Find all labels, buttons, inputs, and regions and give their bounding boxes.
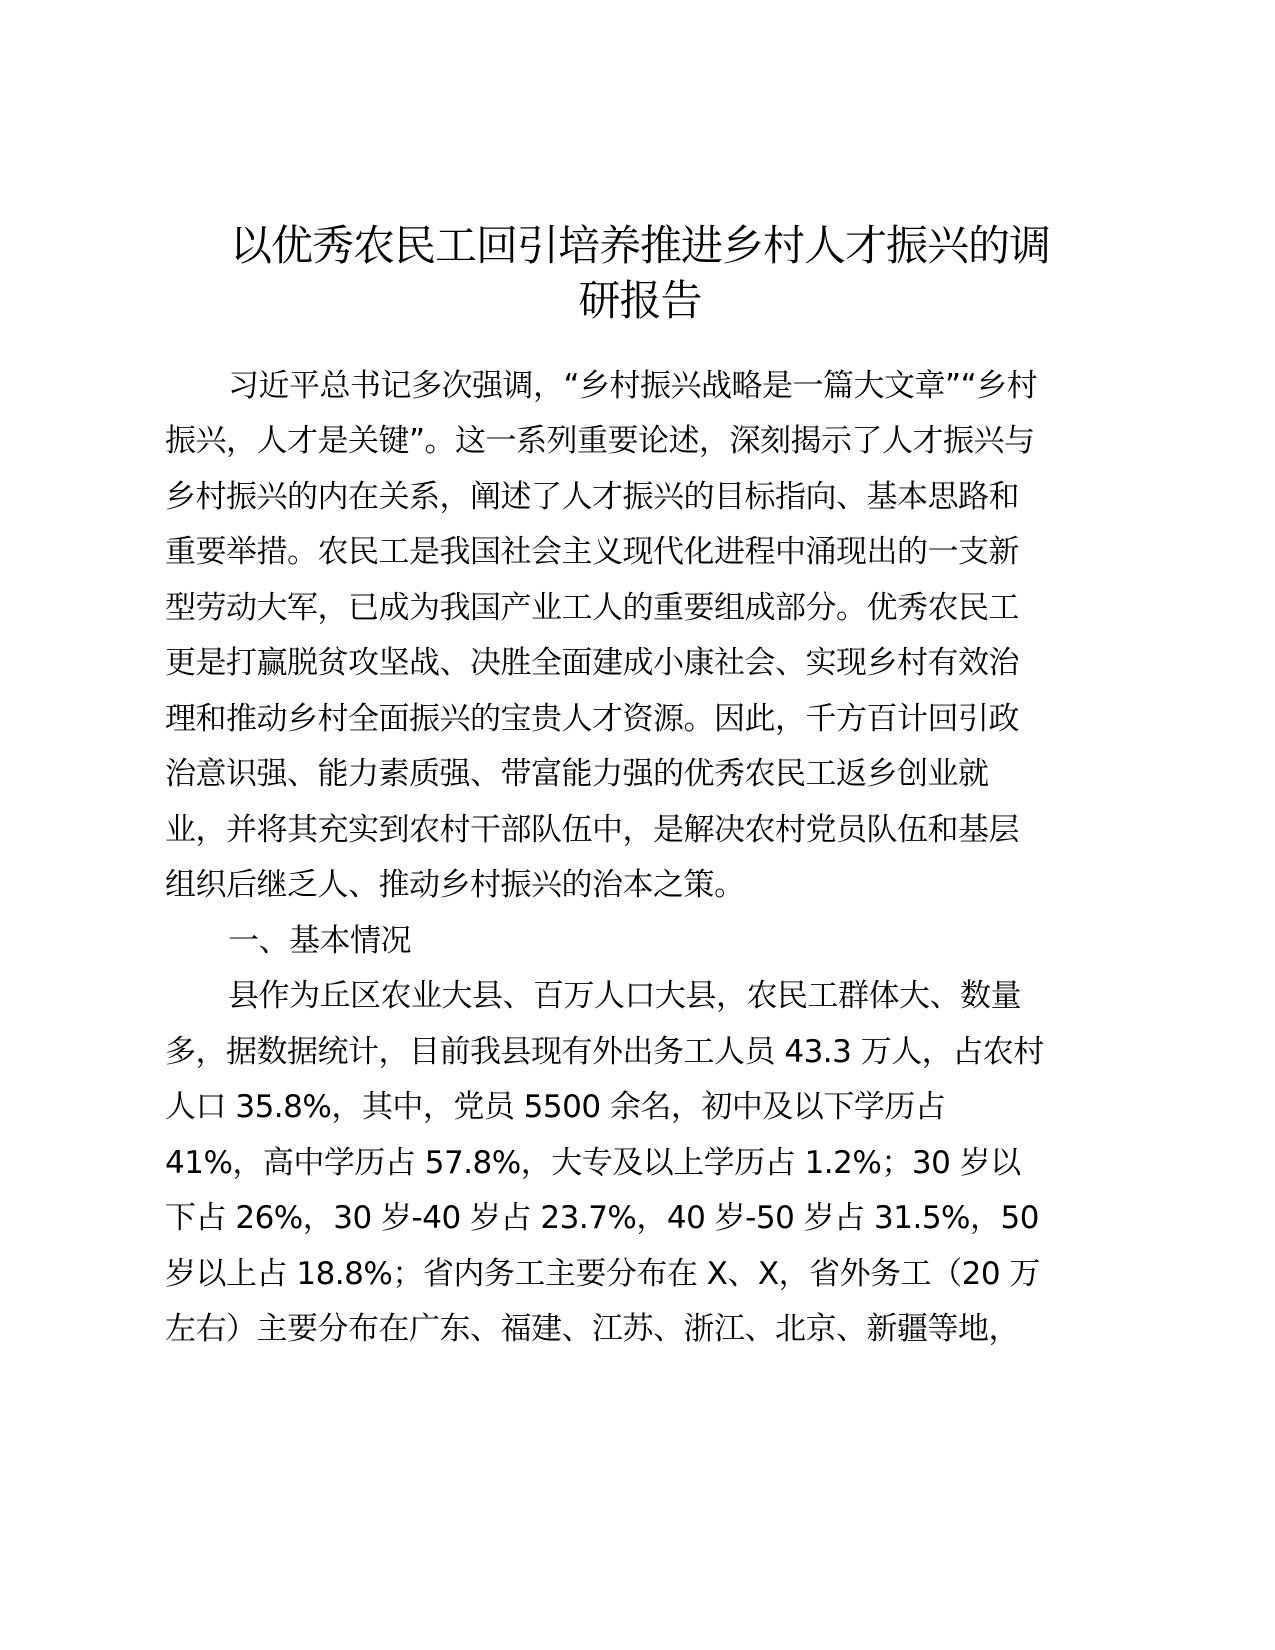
body-line-16: 下占 26%，30 岁-40 岁占 23.7%，40 岁-50 岁占 31.5%，50: [165, 1200, 1039, 1236]
section-heading: 一、基本情况: [228, 923, 411, 959]
body-line-6: 更是打赢脱贫攻坚战、决胜全面建成小康社会、实现乡村有效治: [165, 645, 1019, 681]
body-line-17: 岁以上占 18.8%；省内务工主要分布在 X、X，省外务工（20 万: [165, 1256, 1040, 1292]
body-line-10: 组织后继乏人、推动乡村振兴的治本之策。: [165, 867, 745, 903]
title-line-2: 研报告: [578, 276, 702, 325]
body-line-3: 乡村振兴的内在关系，阐述了人才振兴的目标指向、基本思路和: [165, 479, 1019, 515]
body-line-14: 人口 35.8%，其中，党员 5500 余名，初中及以下学历占: [165, 1089, 946, 1125]
document-title: [160, 218, 1120, 328]
body-line-9: 业，并将其充实到农村干部队伍中，是解决农村党员队伍和基层: [165, 812, 1019, 848]
body-line-1: 习近平总书记多次强调，“乡村振兴战略是一篇大文章”“乡村: [228, 368, 1038, 404]
body-line-12: 县作为丘区农业大县、百万人口大县，农民工群体大、数量: [228, 978, 1021, 1014]
body-line-7: 理和推动乡村全面振兴的宝贵人才资源。因此，千方百计回引政: [165, 701, 1019, 737]
body-line-18: 左右）主要分布在广东、福建、江苏、浙江、北京、新疆等地，: [165, 1311, 1019, 1347]
title-line-1: 以优秀农民工回引培养推进乡村人才振兴的调: [229, 221, 1050, 270]
body-line-4: 重要举措。农民工是我国社会主义现代化进程中涌现出的一支新: [165, 534, 1019, 570]
body-line-13: 多，据数据统计，目前我县现有外出务工人员 43.3 万人，占农村: [165, 1034, 1044, 1070]
body-line-2: 振兴，人才是关键”。这一系列重要论述，深刻揭示了人才振兴与: [165, 423, 1035, 459]
body-line-8: 治意识强、能力素质强、带富能力强的优秀农民工返乡创业就: [165, 756, 989, 792]
body-line-15: 41%，高中学历占 57.8%，大专及以上学历占 1.2%；30 岁以: [165, 1145, 1021, 1181]
body-line-5: 型劳动大军，已成为我国产业工人的重要组成部分。优秀农民工: [165, 590, 1019, 626]
